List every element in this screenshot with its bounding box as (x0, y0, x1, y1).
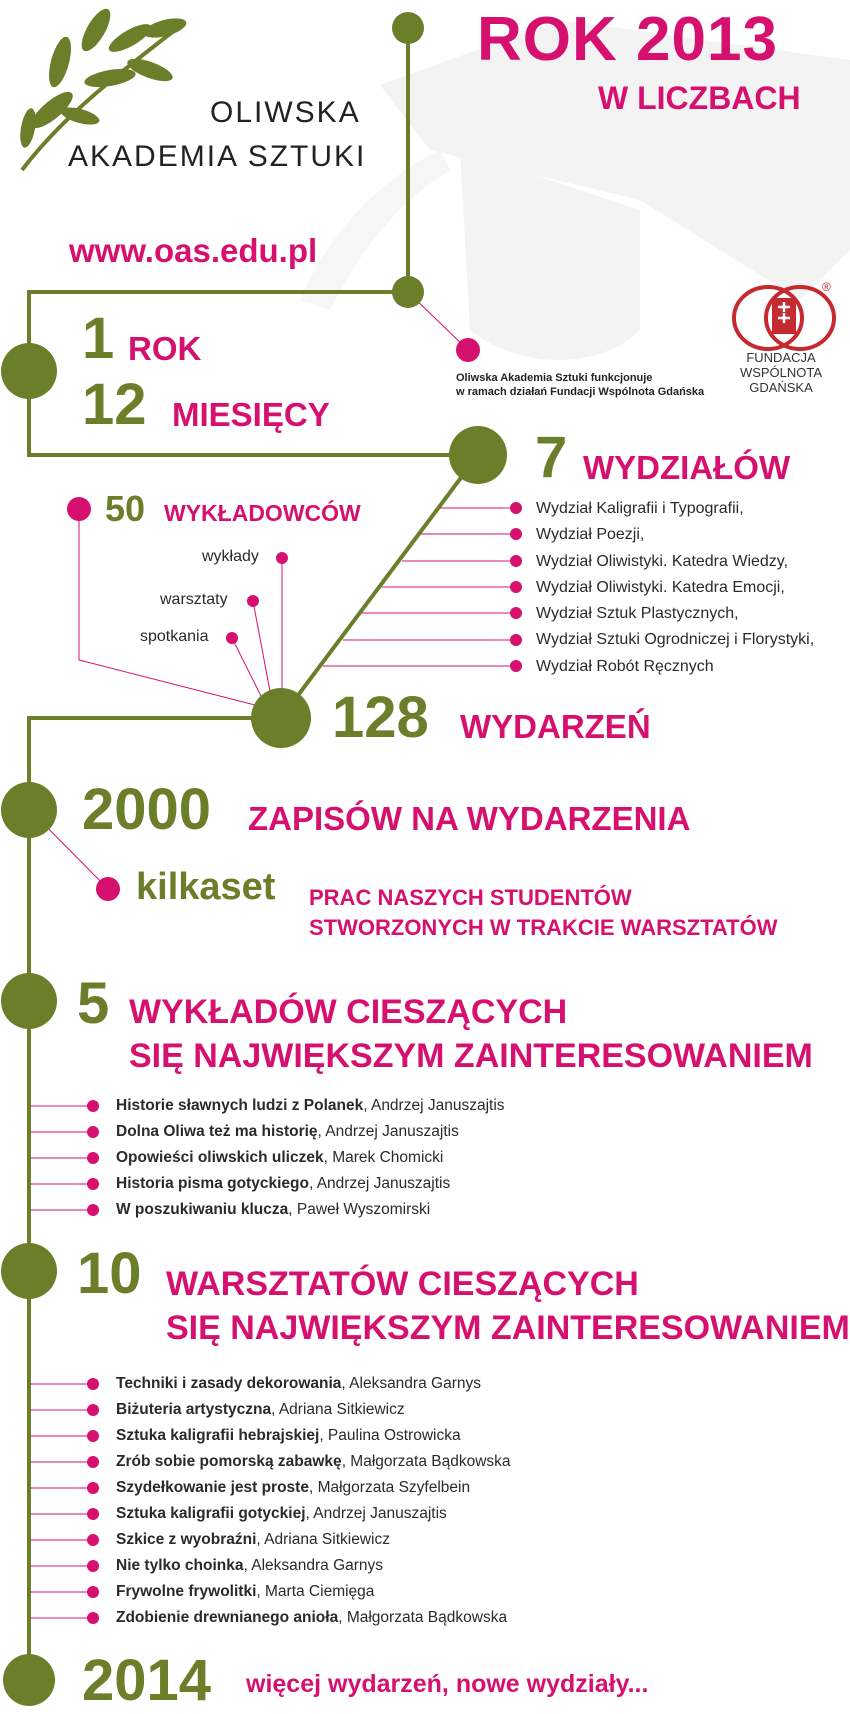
faculties-number: 7 (535, 425, 568, 490)
top-lectures-heading-line2: SIĘ NAJWIĘKSZYM ZAINTERESOWANIEM (129, 1037, 813, 1075)
top-workshops-list (116, 1371, 511, 1631)
registered-mark: ® (822, 280, 831, 294)
top-workshops-heading (166, 1262, 850, 1350)
foundation-name-line2: WSPÓLNOTA (739, 365, 823, 380)
lecture-author: , Andrzej Januszajtis (308, 1175, 451, 1192)
list-item (116, 1171, 505, 1197)
works-label (309, 883, 777, 943)
org-name-line1: OLIWSKA (210, 96, 361, 129)
signups-number: 2000 (82, 777, 212, 842)
page-title: ROK 2013 (477, 5, 778, 74)
faculty-item: Wydział Robót Ręcznych (536, 657, 714, 675)
workshop-author: , Aleksandra Garnys (341, 1375, 481, 1392)
list-item (116, 1501, 511, 1527)
foundation-note (456, 371, 704, 399)
website-link[interactable]: www.oas.edu.pl (69, 232, 318, 269)
signups-label: ZAPISÓW NA WYDARZENIA (248, 800, 691, 837)
year-number: 1 (82, 306, 115, 371)
top-workshops-heading-line2: SIĘ NAJWIĘKSZYM ZAINTERESOWANIEM (166, 1309, 850, 1347)
top-lectures-heading (129, 990, 813, 1078)
foundation-name-line3: GDAŃSKA (749, 380, 813, 395)
foundation-note-line1: Oliwska Akademia Sztuki funkcjonuje (456, 372, 653, 384)
lecture-title: W poszukiwaniu klucza (116, 1201, 289, 1218)
lecturers-label: WYKŁADOWCÓW (164, 500, 361, 526)
works-label-line2: STWORZONYCH W TRAKCIE WARSZTATÓW (309, 915, 778, 940)
list-item (116, 1423, 511, 1449)
workshop-author: , Paulina Ostrowicka (319, 1427, 461, 1444)
works-number: kilkaset (136, 866, 276, 908)
top-workshops-number: 10 (77, 1241, 142, 1306)
lecture-author: , Andrzej Januszajtis (317, 1123, 459, 1140)
list-item (116, 1197, 505, 1223)
list-item (116, 1145, 505, 1171)
org-name-line2: AKADEMIA SZTUKI (68, 140, 367, 173)
list-item (116, 1579, 511, 1605)
list-item (116, 1371, 511, 1397)
list-item (116, 1527, 511, 1553)
list-item (116, 1093, 505, 1119)
lecture-title: Opowieści oliwskich uliczek (116, 1149, 324, 1166)
lecturers-number: 50 (105, 488, 146, 529)
workshop-author: , Małgorzata Bądkowska (341, 1453, 511, 1470)
foundation-logo-icon (734, 287, 834, 349)
works-label-line1: PRAC NASZYCH STUDENTÓW (309, 885, 632, 910)
workshop-author: , Andrzej Januszajtis (305, 1505, 447, 1522)
faculty-item: Wydział Oliwistyki. Katedra Emocji, (536, 578, 785, 596)
faculty-item: Wydział Oliwistyki. Katedra Wiedzy, (536, 552, 789, 570)
events-label: WYDARZEŃ (460, 708, 651, 745)
events-number: 128 (332, 685, 429, 750)
list-item (116, 1119, 505, 1145)
foundation-name (726, 350, 836, 395)
future-number: 2014 (82, 1648, 212, 1713)
workshop-title: Szkice z wyobraźni (116, 1531, 257, 1548)
page-subtitle: W LICZBACH (598, 80, 801, 116)
workshop-title: Sztuka kaligrafii gotyckiej (116, 1505, 306, 1522)
list-item (116, 1475, 511, 1501)
foundation-note-line2: w ramach działań Fundacji Wspólnota Gdańska (456, 386, 705, 398)
list-item (116, 1397, 511, 1423)
workshop-title: Zrób sobie pomorską zabawkę (116, 1453, 342, 1470)
list-item (116, 1449, 511, 1475)
list-item (116, 1553, 511, 1579)
top-lectures-number: 5 (77, 971, 110, 1036)
workshop-title: Szydełkowanie jest proste (116, 1479, 309, 1496)
list-item (116, 1605, 511, 1631)
lecture-author: , Andrzej Januszajtis (363, 1097, 505, 1114)
faculty-item: Wydział Poezji, (536, 526, 645, 544)
faculties-list (536, 496, 814, 680)
workshop-title: Sztuka kaligrafii hebrajskiej (116, 1427, 320, 1444)
workshop-author: , Małgorzata Bądkowska (338, 1609, 508, 1626)
workshop-author: , Marta Ciemięga (256, 1583, 375, 1600)
event-type-meetings: spotkania (140, 628, 209, 645)
workshop-title: Frywolne frywolitki (116, 1583, 257, 1600)
workshop-title: Biżuteria artystyczna (116, 1401, 272, 1418)
faculty-item: Wydział Kaligrafii i Typografii, (536, 500, 744, 517)
workshop-title: Techniki i zasady dekorowania (116, 1375, 342, 1392)
top-workshops-heading-line1: WARSZTATÓW CIESZĄCYCH (166, 1265, 639, 1303)
foundation-name-line1: FUNDACJA (746, 350, 816, 365)
event-type-workshops: warsztaty (160, 591, 228, 608)
future-label: więcej wydarzeń, nowe wydziały... (246, 1670, 649, 1698)
months-label: MIESIĘCY (172, 396, 330, 433)
event-type-lectures: wykłady (202, 548, 259, 565)
workshop-author: , Adriana Sitkiewicz (271, 1401, 405, 1418)
workshop-author: , Małgorzata Szyfelbein (308, 1479, 471, 1496)
lecture-author: , Marek Chomicki (323, 1149, 444, 1166)
faculty-item: Wydział Sztuki Ogrodniczej i Florystyki, (536, 631, 815, 649)
months-number: 12 (82, 372, 147, 437)
faculty-item: Wydział Sztuk Plastycznych, (536, 605, 739, 623)
top-lectures-list (116, 1093, 505, 1223)
workshop-author: , Aleksandra Garnys (243, 1557, 384, 1574)
lecture-author: , Paweł Wyszomirski (288, 1201, 431, 1218)
workshop-title: Zdobienie drewnianego anioła (116, 1609, 339, 1626)
faculties-label: WYDZIAŁÓW (583, 449, 791, 486)
lecture-title: Dolna Oliwa też ma historię (116, 1123, 318, 1140)
workshop-title: Nie tylko choinka (116, 1557, 244, 1574)
lecture-title: Historia pisma gotyckiego (116, 1175, 309, 1192)
top-lectures-heading-line1: WYKŁADÓW CIESZĄCYCH (129, 993, 568, 1031)
lecture-title: Historie sławnych ludzi z Polanek (116, 1097, 364, 1114)
year-label: ROK (128, 330, 202, 367)
workshop-author: , Adriana Sitkiewicz (256, 1531, 390, 1548)
